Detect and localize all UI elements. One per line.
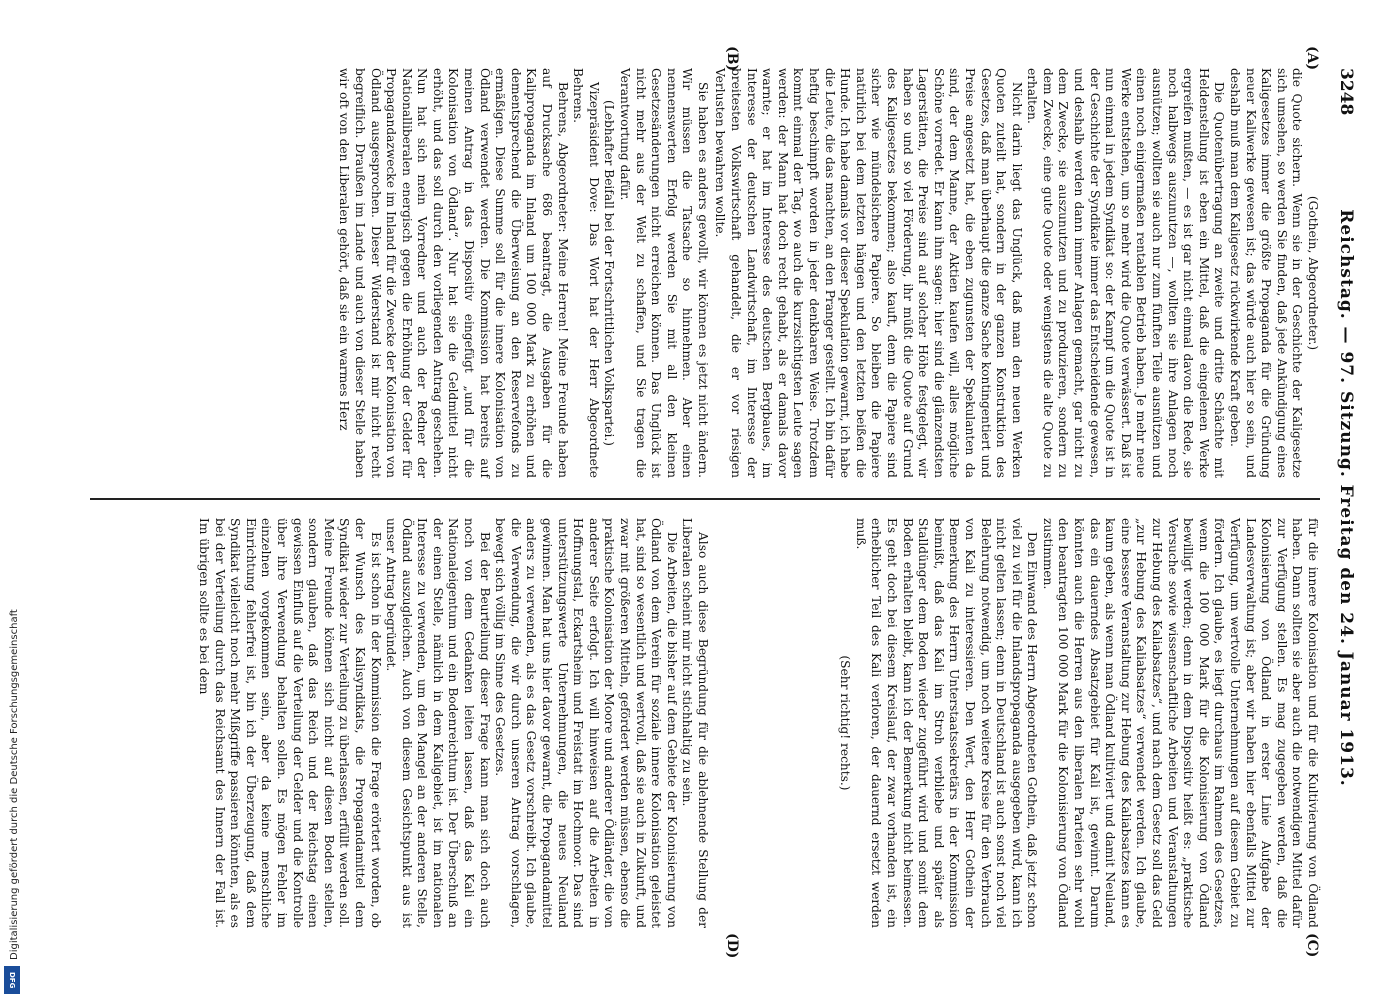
column-right-lower [110, 518, 710, 928]
column-left-lower [110, 68, 710, 478]
footer-strip [0, 0, 28, 1000]
interjection: (Lebhafter Beifall bei der Fortschrittlichen Volkspartei.) [602, 99, 617, 447]
footer-credit: Digitalisierung gefördert durch die Deutsche Forschungsgemeinschaft [9, 609, 20, 960]
page-number: 3248 [1336, 68, 1356, 116]
paragraph: Die Quotenübertragung an zweite und dritte Schächte mit Heldenstellung ist eben ein Mittel, daß die eingelenen Werke ergreifen mußten, — es ist gar nicht einmal davon die Rede, sie noch halbwegs auszunutzen —, wollten sie ihre Anlagen noch ausnützen; wollten sie auch nur zum fünften Teile ausnützen und einen noch einigermaßen rentablen Betrieb haben. Je mehr neue Werke entstehen, um so mehr wird die Quote verwässert. Daß ist nun einmal in jedem Syndikat so: der Kampf um die Quote ist in der Geschichte der Syndikate immer das Entscheidende gewesen, und deshalb werden dann immer Anlagen gemacht, gar nicht zu dem Zwecke, sie auszunutzen und zu produzieren, sondern zu dem Zwecke, eine gute Quote oder wenigstens die alte Quote zu erhalten. [1025, 68, 1227, 478]
paragraph: Sie haben es anders gewollt, wir können es jetzt nicht ändern. Wir müssen die Tatsache so hinnehmen. Aber einen nennenswerten Erfolg werden Sie mit all den kleinen Gesetzesänderungen nicht erreichen können. Das Unglück ist nicht mehr aus der Welt zu schaffen, und Sie tragen die Verantwortung dafür. [618, 68, 710, 478]
paragraph: Nicht darin liegt das Unglück, daß man den neuen Werken Quoten zuteilt hat, sondern in der ganzen Konstruktion des Gesetzes, daß man überhaupt die ganze Sache kontingentiert und Preise angesetzt hat, die eben zugunsten der Spekulanten da sind, der dem Manne, der Aktien kaufen will, alles mögliche Schöne vorredet. Er kann ihm sagen: hier sind die glänzendsten Lagerstätten, die Preise sind auf solcher Höhe festgelegt, wir haben so und so viel Förderung, ihr müßt die Quote auf Grund des Kaligesetzes bekommen; also kauft, denn die Papiere sind sicher wie mündelsichere Papiere. So bleiben die Papiere natürlich bei dem letzten hängen und den letzten beißen die Hunde. Ich habe damals vor dieser Spekulation gewarnt, ich habe die Leute, die das machten, an den Pranger gestellt. Ich bin dafür heftig beschimpft worden in jeder denkbaren Weise. Trotzdem kommt einmal der Tag, wo auch die kurzsichtigsten Leute sagen werden: der Mann hat doch recht gehabt, als er damals davor warnte; er hat im Interesse des deutschen Bergbaues, im Interesse der deutschen Landwirtschaft, im Interesse der breitesten Volkswirtschaft gehandelt, die er vor riesigen Verlusten bewahren wollte. [713, 68, 1024, 478]
dfg-logo-icon: DFG [4, 966, 20, 994]
interjection: (Sehr richtig! rechts.) [838, 655, 853, 791]
column-left-upper [713, 68, 1320, 478]
running-title: Reichstag. — 97. Sitzung. Freitag den 24. Januar 1913. [1336, 209, 1356, 787]
paragraph: die Quote sichern. Wenn sie in der Geschichte der Kaligesetze sich umsehen, so werden Sie finden, daß jede Ankündigung eines Kaligesetzes immer die größte Propaganda für die Gründung neuer Kaliwerke gewesen ist; das würde auch hier so sein, und deshalb muß man dem Kaligesetz rückwirkende Kraft geben. [1228, 68, 1305, 478]
paragraph: Bei der Beurteilung dieser Frage kann man sich doch auch noch von dem Gedanken leiten lassen, daß das Kali ein Nationaleigentum und ein Bodenreichtum ist. Der Überschuß an der einen Stelle, nämlich in dem Kaligebiet, ist im nationalen Interesse zu verwenden, um den Mangel an der anderen Stelle, Ödland auszugleichen. Auch von diesem Gesichtspunkt aus ist unser Antrag begründet. [384, 518, 492, 928]
paragraph: Die Arbeiten, die bisher auf dem Gebiete der Kolonisierung von Ödland von dem Verein für soziale innere Kolonisation geleistet hat, sind so wesentlich und wertvoll, daß sie auch in Zukunft, und zwar mit größeren Mitteln, gefördert werden müssen, ebenso die praktische Kolonisation der Moore und anderer Ödländer, die von anderer Seite erfolgt. Ich will hinweisen auf die Arbeiten in Hoffnungstal, Eckartsheim und Freistatt im Hochmoor. Das sind unterstützungswerte Unternehmungen, die neues Neuland gewinnen. Man hat uns hier davor gewarnt, die Propagandamittel anders zu verwenden, als es das Gesetz vorschreibt. Ich glaube, die Verwendung, die wir durch unseren Antrag vorschlagen, bewegt sich völlig im Sinne des Gesetzes. [493, 518, 679, 928]
paragraph: Also auch diese Begründung für die ablehnende Stellung der Liberalen scheint mir nicht stichhaltig zu sein. [680, 518, 710, 928]
margin-mark-a: (A) [1304, 46, 1320, 71]
margin-mark-b: (B) [724, 46, 740, 72]
paragraph: Es ist schon in der Kommission die Frage erörtert worden, ob der Wunsch des Kalisyndikats, die Propagandamittel dem Syndikat wieder zur Verteilung zu überlassen, erfüllt werden soll. Meine Freunde können sich nicht auf diesen Boden stellen, sondern glauben, daß das Reich und der Reichstag einen gewissen Einfluß auf die Verteilung der Gelder und die Kontrolle über ihre Verwendung behalten sollen. Es mögen Fehler im einzelnen vorgekommen sein, aber da keine menschliche Einrichtung fehlerfrei ist, bin ich der Überzeugung, daß dem Syndikat vielleicht noch mehr Mißgriffe passieren könnten, als es bei der Verteilung durch das Reichsamt des Innern der Fall ist. Im übrigen sollte es bei dem [197, 518, 383, 928]
page-content [50, 46, 1360, 959]
speaker-tag: (Gothein, Abgeordneter.) [1306, 195, 1320, 351]
column-right-upper [730, 518, 1320, 928]
margin-mark-d: (D) [724, 933, 740, 959]
page-header [1330, 68, 1360, 928]
paragraph: Den Einwand des Herrn Abgeordneten Gothein, daß jetzt schon viel zu viel für die Inlandspropaganda ausgegeben wird, kann ich nicht gelten lassen; denn in Deutschland ist auch sonst noch viel Belehrung notwendig, um noch weitere Kreise für den Verbrauch von Kali zu interessieren. Den Wert, den Herr Gothein der Bemerkung des Herrn Unterstaatssekretärs in der Kommission beimißt, daß das Kali im Stroh verbliebe und später als Stalldünger dem Boden wieder zugeführt wird und somit dem Boden erhalten bleibt, kann ich der Bemerkung nicht beimessen. Es geht doch bei diesem Kreislauf, der zwar vorhanden ist, ein erheblicher Teil des Kali verloren, der dauernd ersetzt werden muß. [853, 518, 1040, 928]
paragraph: für die innere Kolonisation und für die Kultivierung von Ödland haben. Dann sollten sie aber auch die notwendigen Mittel dafür zur Verfügung stellen. Es mag zugegeben werden, daß die Kolonisierung von Ödland in erster Linie Aufgabe der Landesverwaltung ist; aber wir haben hier ebenfalls Mittel zur Verfügung, um wertvolle Unternehmungen auf diesem Gebiet zu fördern. Ich glaube, es liegt durchaus im Rahmen des Gesetzes, wenn die 100 000 Mark für die Kolonisierung von Ödland bewilligt werden; denn in dem Dispositiv heißt es: „praktische Versuche sowie wissenschaftliche Arbeiten und Veranstaltungen zur Hebung des Kaliabsatzes“, und nach dem Gesetz soll das Geld „zur Hebung des Kaliabsatzes“ verwendet werden. Ich glaube, eine bessere Veranstaltung zur Hebung des Kaliabsatzes kann es kaum geben, als wenn man Ödland kultiviert und damit Neuland, das ein dauerndes Absatzgebiet für Kali ist, gewinnt. Darum könnten auch die Herren aus den liberalen Parteien sehr wohl den beantragten 100 000 Mark für die Kolonisierung von Ödland zustimmen. [1040, 518, 1320, 928]
margin-mark-c: (C) [1304, 933, 1320, 958]
paragraph: Behrens, Abgeordneter: Meine Herren! Meine Freunde haben auf Drucksache 686 beantragt, die Ausgaben für die Kalipropaganda im Inland um 100 000 Mark zu erhöhen und dementsprechend die Überweisung an den Reservefonds zu ermäßigen. Diese Summe soll für die innere Kolonisation von Ödland verwendet werden. Die Kommission hat bereits auf meinen Antrag in das Dispositiv eingefügt „und für die Kolonisation von Ödland“. Nur hat sie die Geldmittel nicht erhöht, und das soll durch den vorliegenden Antrag geschehen. Nun hat sich mein Vorredner und auch der Redner der Nationalliberalen energisch gegen die Erhöhung der Gelder für Propagandazwecke im Inland für die Zwecke der Kolonisation von Ödland ausgesprochen. Dieser Widerstand ist mir nicht recht begreiflich. Draußen im Lande und auch von dieser Stelle haben wir oft von den Liberalen gehört, daß sie ein warmes Herz [337, 68, 570, 478]
rotated-page [50, 46, 1360, 959]
paragraph: Vizepräsident Dove: Das Wort hat der Herr Abgeordnete Behrens. [571, 68, 601, 478]
column-separator [90, 498, 1320, 500]
